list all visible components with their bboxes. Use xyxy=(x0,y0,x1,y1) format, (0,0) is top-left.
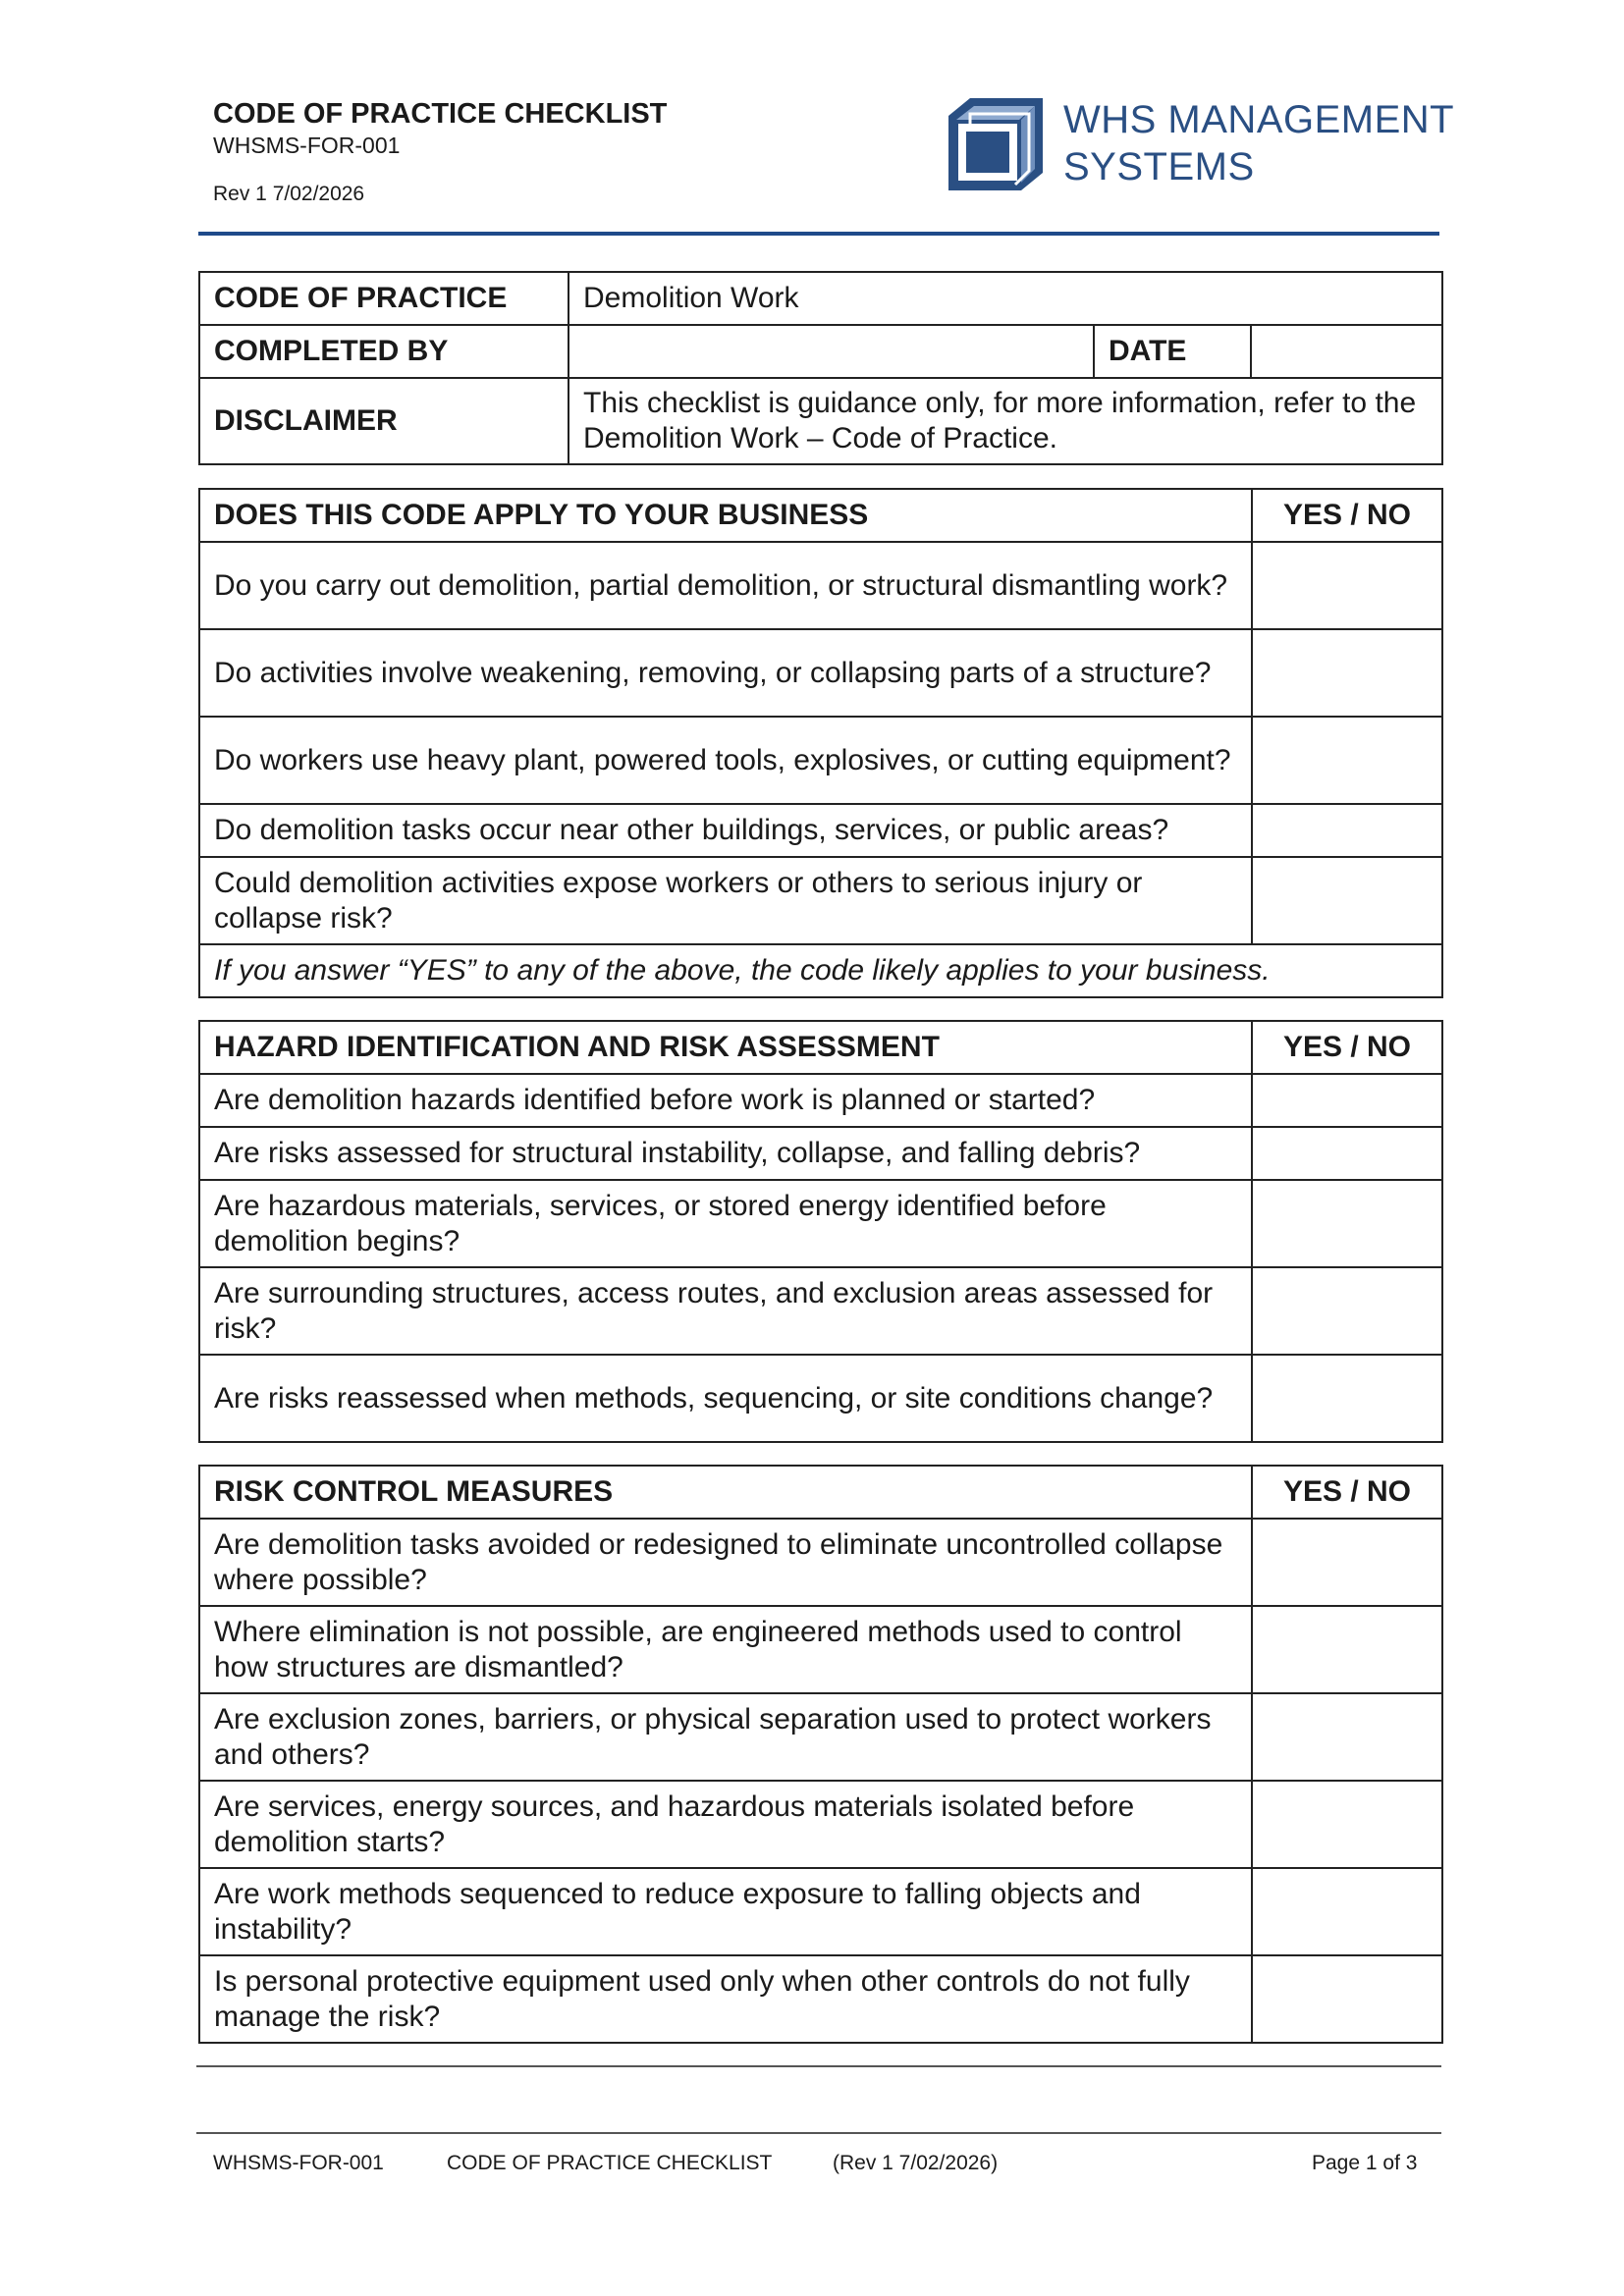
answer-cell[interactable] xyxy=(1252,1693,1442,1781)
date-label: DATE xyxy=(1094,325,1251,378)
logo-text-line2: SYSTEMS xyxy=(1063,145,1255,188)
answer-cell[interactable] xyxy=(1252,1868,1442,1955)
answer-cell[interactable] xyxy=(1252,1074,1442,1127)
answer-cell[interactable] xyxy=(1252,857,1442,944)
question-text: Could demolition activities expose workers or others to serious injury or collapse risk? xyxy=(199,857,1252,944)
answer-cell[interactable] xyxy=(1252,1781,1442,1868)
section-risk-control xyxy=(198,1465,1443,2044)
section-hazard-identification xyxy=(198,1020,1443,1443)
question-text: Where elimination is not possible, are engineered methods used to control how structures are dismantled? xyxy=(199,1606,1252,1693)
yes-no-header: YES / NO xyxy=(1252,1021,1442,1074)
question-text: Are demolition hazards identified before work is planned or started? xyxy=(199,1074,1252,1127)
page-number: Page 1 of 3 xyxy=(1312,2152,1418,2174)
answer-cell[interactable] xyxy=(1252,1127,1442,1180)
yes-no-header: YES / NO xyxy=(1252,489,1442,542)
answer-cell[interactable] xyxy=(1252,804,1442,857)
section-heading: DOES THIS CODE APPLY TO YOUR BUSINESS xyxy=(199,489,1252,542)
answer-cell[interactable] xyxy=(1252,542,1442,629)
footer-divider-top xyxy=(196,2065,1441,2067)
footer-title: CODE OF PRACTICE CHECKLIST xyxy=(447,2152,773,2174)
question-text: Is personal protective equipment used only when other controls do not fully manage the risk? xyxy=(199,1955,1252,2043)
page-title: CODE OF PRACTICE CHECKLIST xyxy=(213,98,668,130)
yes-no-header: YES / NO xyxy=(1252,1466,1442,1519)
answer-cell[interactable] xyxy=(1252,1355,1442,1442)
company-logo xyxy=(945,94,1455,202)
question-text: Do demolition tasks occur near other buildings, services, or public areas? xyxy=(199,804,1252,857)
answer-cell[interactable] xyxy=(1252,1519,1442,1606)
completed-by-label: COMPLETED BY xyxy=(199,325,568,378)
section-heading: HAZARD IDENTIFICATION AND RISK ASSESSMENT xyxy=(199,1021,1252,1074)
answer-cell[interactable] xyxy=(1252,1955,1442,2043)
question-text: Are work methods sequenced to reduce exposure to falling objects and instability? xyxy=(199,1868,1252,1955)
cube-icon xyxy=(945,94,1047,196)
info-table xyxy=(198,271,1443,465)
question-text: Do activities involve weakening, removing, or collapsing parts of a structure? xyxy=(199,629,1252,717)
question-text: Do you carry out demolition, partial demolition, or structural dismantling work? xyxy=(199,542,1252,629)
question-text: Are risks assessed for structural instability, collapse, and falling debris? xyxy=(199,1127,1252,1180)
code-value: Demolition Work xyxy=(568,272,1442,325)
answer-cell[interactable] xyxy=(1252,1267,1442,1355)
completed-by-field[interactable] xyxy=(568,325,1094,378)
footer-revision: (Rev 1 7/02/2026) xyxy=(833,2152,999,2174)
header-divider xyxy=(198,232,1439,236)
question-text: Are exclusion zones, barriers, or physical separation used to protect workers and others? xyxy=(199,1693,1252,1781)
footer-document-code: WHSMS-FOR-001 xyxy=(213,2152,384,2174)
question-text: Do workers use heavy plant, powered tools, explosives, or cutting equipment? xyxy=(199,717,1252,804)
answer-cell[interactable] xyxy=(1252,717,1442,804)
applicability-note: If you answer “YES” to any of the above, the code likely applies to your business. xyxy=(199,944,1442,997)
question-text: Are risks reassessed when methods, sequencing, or site conditions change? xyxy=(199,1355,1252,1442)
section-heading: RISK CONTROL MEASURES xyxy=(199,1466,1252,1519)
question-text: Are demolition tasks avoided or redesigned to eliminate uncontrolled collapse where possible? xyxy=(199,1519,1252,1606)
document-code: WHSMS-FOR-001 xyxy=(213,133,401,158)
question-text: Are hazardous materials, services, or stored energy identified before demolition begins? xyxy=(199,1180,1252,1267)
section-applicability xyxy=(198,488,1443,998)
date-field[interactable] xyxy=(1251,325,1442,378)
footer-divider xyxy=(196,2132,1441,2134)
logo-text-line1: WHS MANAGEMENT xyxy=(1063,98,1455,141)
answer-cell[interactable] xyxy=(1252,1606,1442,1693)
code-label: CODE OF PRACTICE xyxy=(199,272,568,325)
disclaimer-label: DISCLAIMER xyxy=(199,378,568,464)
question-text: Are surrounding structures, access routes, and exclusion areas assessed for risk? xyxy=(199,1267,1252,1355)
document-revision: Rev 1 7/02/2026 xyxy=(213,183,365,205)
answer-cell[interactable] xyxy=(1252,629,1442,717)
disclaimer-text: This checklist is guidance only, for more information, refer to the Demolition Work – Code of Practice. xyxy=(568,378,1442,464)
question-text: Are services, energy sources, and hazardous materials isolated before demolition starts? xyxy=(199,1781,1252,1868)
answer-cell[interactable] xyxy=(1252,1180,1442,1267)
